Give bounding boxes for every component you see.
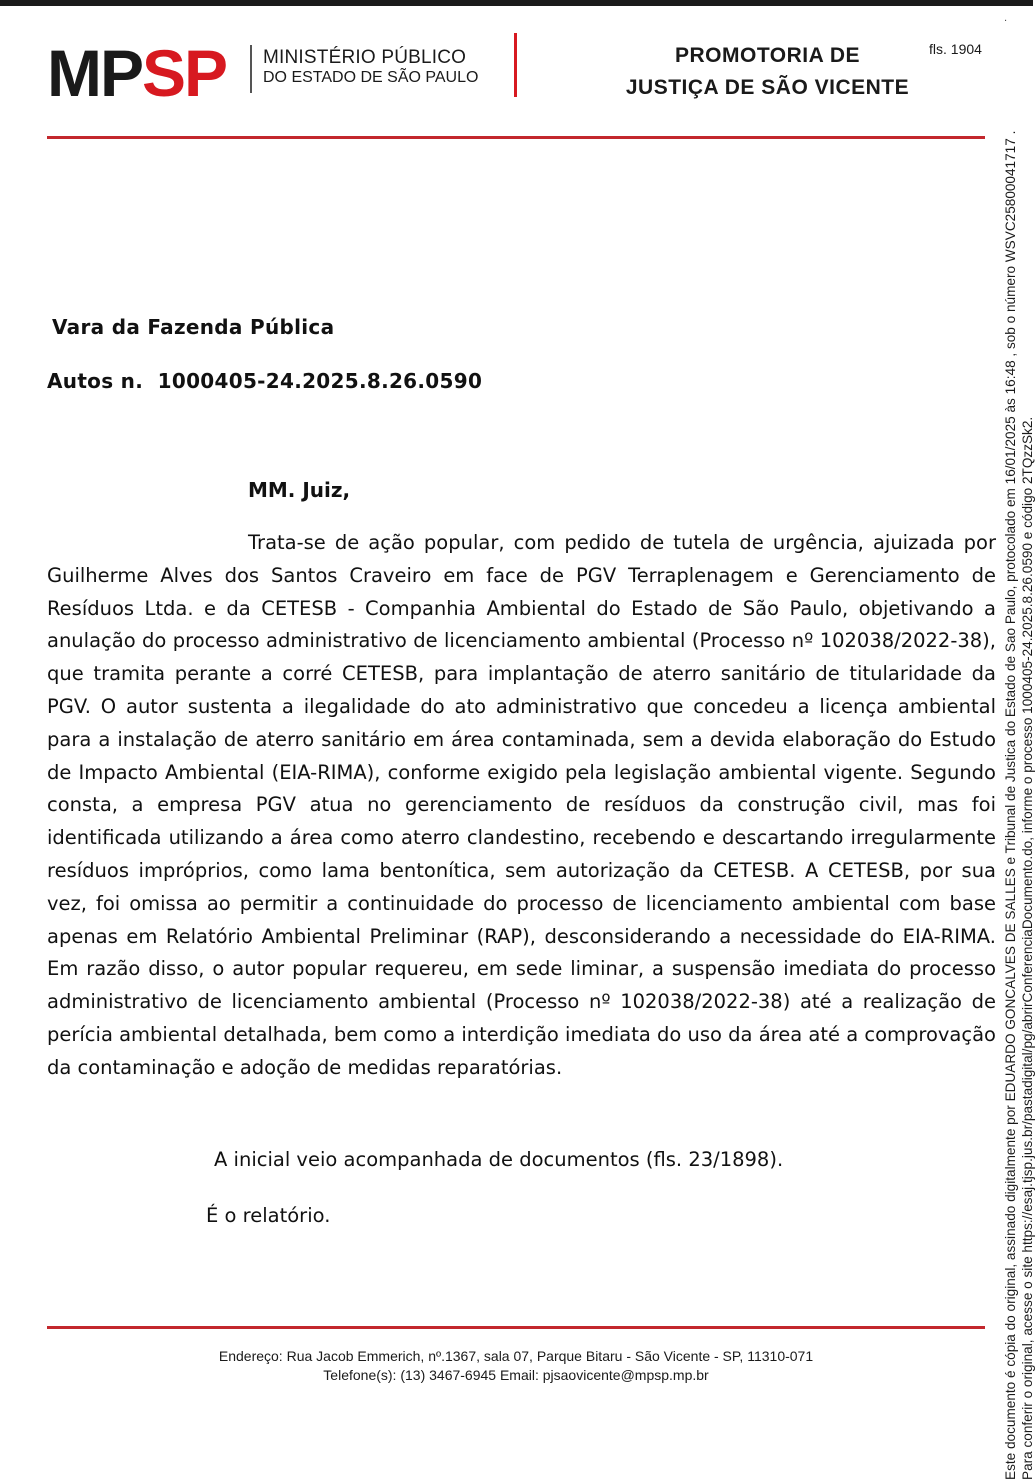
promotoria-title <box>600 40 935 104</box>
promotoria-line2: JUSTIÇA DE SÃO VICENTE <box>625 76 910 99</box>
logo-mp-text: MP <box>47 36 142 110</box>
footer-address: Endereço: Rua Jacob Emmerich, nº.1367, sala 07, Parque Bitaru - São Vicente - SP, 11310-071 <box>218 1348 814 1364</box>
salutation: MM. Juiz, <box>248 478 351 502</box>
paragraph-report: É o relatório. <box>206 1204 331 1227</box>
promotoria-line1: PROMOTORIA DE <box>674 44 860 67</box>
side-signature-note <box>1002 40 1036 1480</box>
page-number: fls. 1904 <box>929 41 982 57</box>
footer-contact: Telefone(s): (13) 3467-6945 Email: pjsaovicente@mpsp.mp.br <box>323 1367 709 1383</box>
side-note-line2: Para conferir o original, acesse o site https://esaj.tjsp.jus.br/pastadigital/pg/abrirConferenciaDocumento.do, informe o processo 1000405-24.2025.8.26.0590 e código 2TQzzSk2. <box>1020 416 1035 1480</box>
logo-institution <box>263 48 478 86</box>
paragraph-documents: A inicial veio acompanhada de documentos (fls. 23/1898). <box>214 1148 784 1171</box>
logo-line1: MINISTÉRIO PÚBLICO <box>263 47 467 68</box>
header-divider <box>514 33 517 97</box>
mpsp-logo <box>47 36 227 110</box>
footer <box>47 1347 985 1385</box>
side-note-line1: Este documento é cópia do original, assinado digitalmente por EDUARDO GONCALVES DE SALLES e Tribunal de Justica do Estado de Sao Paulo, protocolado em 16/01/2025 às 16:48 , sob o número WSVC25800041717 . <box>1003 130 1018 1480</box>
case-number: Autos n. 1000405-24.2025.8.26.0590 <box>47 369 483 393</box>
top-border <box>0 0 1033 6</box>
header-rule <box>47 136 985 139</box>
logo-separator <box>250 45 252 93</box>
court-name: Vara da Fazenda Pública <box>52 315 335 339</box>
footer-rule <box>47 1326 985 1329</box>
paragraph-summary: Trata-se de ação popular, com pedido de tutela de urgência, ajuizada por Guilherme Alves dos Santos Craveiro em face de PGV Terraplenagem e Gerenciamento de Resíduos Ltda. e da CETESB - Companhia Ambiental do Estado de São Paulo, objetivando a anulação do processo administrativo de licenciamento ambiental (Processo nº 102038/2022-38), que tramita perante a corré CETESB, para implantação de aterro sanitário de titularidade da PGV. O autor sustenta a ilegalidade do ato administrativo que concedeu a licença ambiental para a instalação de aterro sanitário em área contaminada, sem a devida elaboração do Estudo de Impacto Ambiental (EIA-RIMA), conforme exigido pela legislação ambiental vigente. Segundo consta, a empresa PGV atua no gerenciamento de resíduos da construção civil, mas foi identificada utilizando a área como aterro clandestino, recebendo e descartando irregularmente resíduos impróprios, como lama bentonítica, sem autorização da CETESB. A CETESB, por sua vez, foi omissa ao permitir a continuidade do processo de licenciamento ambiental com base apenas em Relatório Ambiental Preliminar (RAP), desconsiderando a necessidade do EIA-RIMA. Em razão disso, o autor popular requereu, em sede liminar, a suspensão imediata do processo administrativo de licenciamento ambiental (Processo nº 102038/2022-38) até a realização de perícia ambiental detalhada, bem como a interdição imediata do uso da área até a comprovação da contaminação e adoção de medidas reparatórias. <box>47 531 996 1079</box>
corner-mark: . <box>1004 13 1008 24</box>
logo-sp-text: SP <box>142 36 227 110</box>
logo-line2: DO ESTADO DE SÃO PAULO <box>263 68 479 86</box>
